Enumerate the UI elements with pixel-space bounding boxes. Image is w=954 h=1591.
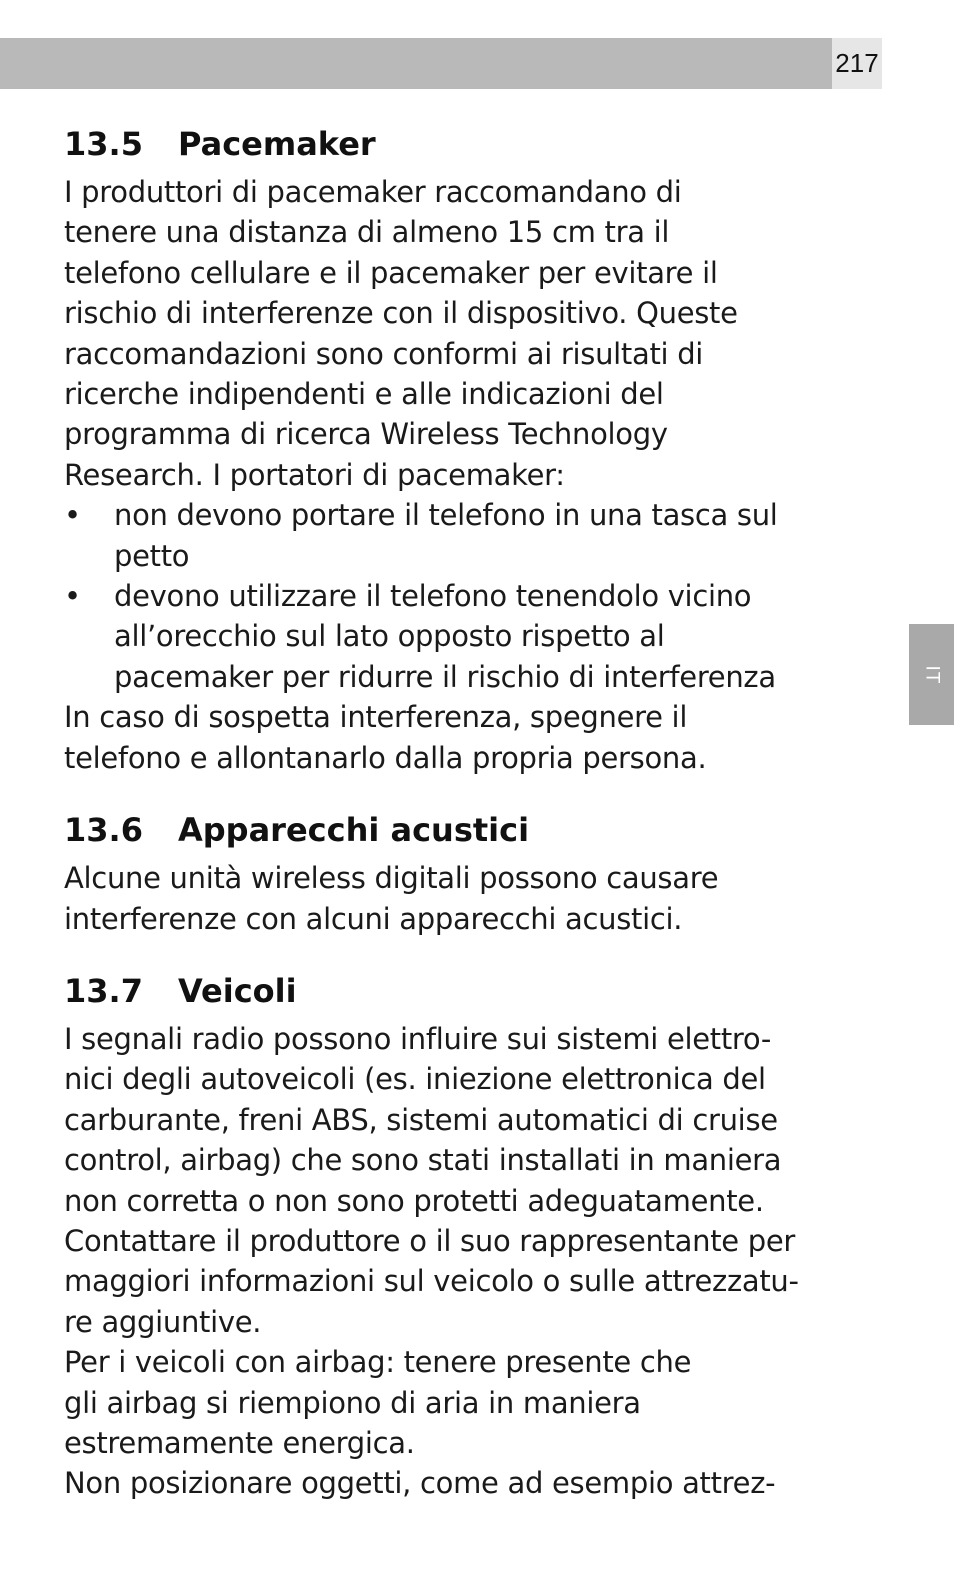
section-heading: [64, 969, 894, 1013]
body-line: Non posizionare oggetti, come ad esempio attrez-: [64, 1466, 776, 1501]
body-line: rischio di interferenze con il dispositivo. Queste: [64, 296, 738, 331]
body-line: gli airbag si riempiono di aria in maniera: [64, 1385, 641, 1420]
section-title: Veicoli: [178, 971, 297, 1010]
section-vehicles: [64, 969, 894, 1504]
bullet-line: [64, 576, 894, 616]
bullet-line: [64, 657, 894, 697]
page-number-box: [832, 38, 882, 89]
body-line: carburante, freni ABS, sistemi automatici di cruise: [64, 1102, 778, 1137]
section-heading: [64, 122, 894, 166]
bullet-marker: •: [64, 579, 81, 614]
language-tab: [909, 624, 954, 725]
body-line: programma di ricerca Wireless Technology: [64, 417, 668, 452]
bullet-text: petto: [114, 538, 190, 573]
bullet-text: devono utilizzare il telefono tenendolo vicino: [114, 579, 752, 614]
body-line: tenere una distanza di almeno 15 cm tra il: [64, 215, 670, 250]
body-line: telefono e allontanarlo dalla propria persona.: [64, 740, 707, 775]
body-line: ricerche indipendenti e alle indicazioni del: [64, 377, 664, 412]
section-number: 13.5: [64, 125, 143, 163]
bullet-text: non devono portare il telefono in una tasca sul: [114, 498, 778, 533]
bullet-line: [64, 536, 894, 576]
body-line: In caso di sospetta interferenza, spegnere il: [64, 700, 688, 735]
section-spacer: [64, 778, 894, 808]
body-line: I produttori di pacemaker raccomandano di: [64, 175, 682, 209]
body-line: nici degli autoveicoli (es. iniezione elettronica del: [64, 1062, 766, 1097]
section-number: 13.6: [64, 811, 143, 850]
section-pacemaker: [64, 122, 894, 778]
language-tab-label: IT: [921, 665, 943, 684]
body-line: non corretta o non sono protetti adeguatamente.: [64, 1183, 764, 1218]
bullet-marker: •: [64, 498, 81, 533]
body-line: raccomandazioni sono conformi ai risultati di: [64, 336, 704, 371]
page-content: [64, 122, 894, 1504]
header-bar: [0, 38, 832, 89]
section-title: Apparecchi acustici: [178, 811, 530, 850]
body-line: control, airbag) che sono stati installati in maniera: [64, 1143, 782, 1178]
body-line: estremamente energica.: [64, 1425, 415, 1460]
body-line: interferenze con alcuni apparecchi acustici.: [64, 901, 683, 936]
bullet-text: all’orecchio sul lato opposto rispetto al: [114, 619, 665, 654]
body-line: Per i veicoli con airbag: tenere presente che: [64, 1345, 692, 1380]
bullet-line: [64, 616, 894, 656]
body-line: Research. I portatori di pacemaker:: [64, 457, 565, 492]
section-hearing-aids: [64, 808, 894, 939]
bullet-line: [64, 495, 894, 535]
section-number: 13.7: [64, 971, 143, 1010]
bullet-text: pacemaker per ridurre il rischio di interferenza: [114, 659, 776, 694]
body-line: I segnali radio possono influire sui sistemi elettro-: [64, 1021, 772, 1056]
page-number: 217: [835, 48, 879, 78]
section-spacer: [64, 939, 894, 969]
body-line: Contattare il produttore o il suo rappresentante per: [64, 1223, 795, 1258]
body-line: Alcune unità wireless digitali possono causare: [64, 861, 719, 896]
section-title: Pacemaker: [178, 125, 376, 163]
section-heading: [64, 808, 894, 852]
body-line: telefono cellulare e il pacemaker per evitare il: [64, 255, 718, 290]
body-line: re aggiuntive.: [64, 1304, 262, 1339]
bullet-list: [64, 495, 894, 697]
body-line: maggiori informazioni sul veicolo o sulle attrezzatu-: [64, 1264, 799, 1299]
